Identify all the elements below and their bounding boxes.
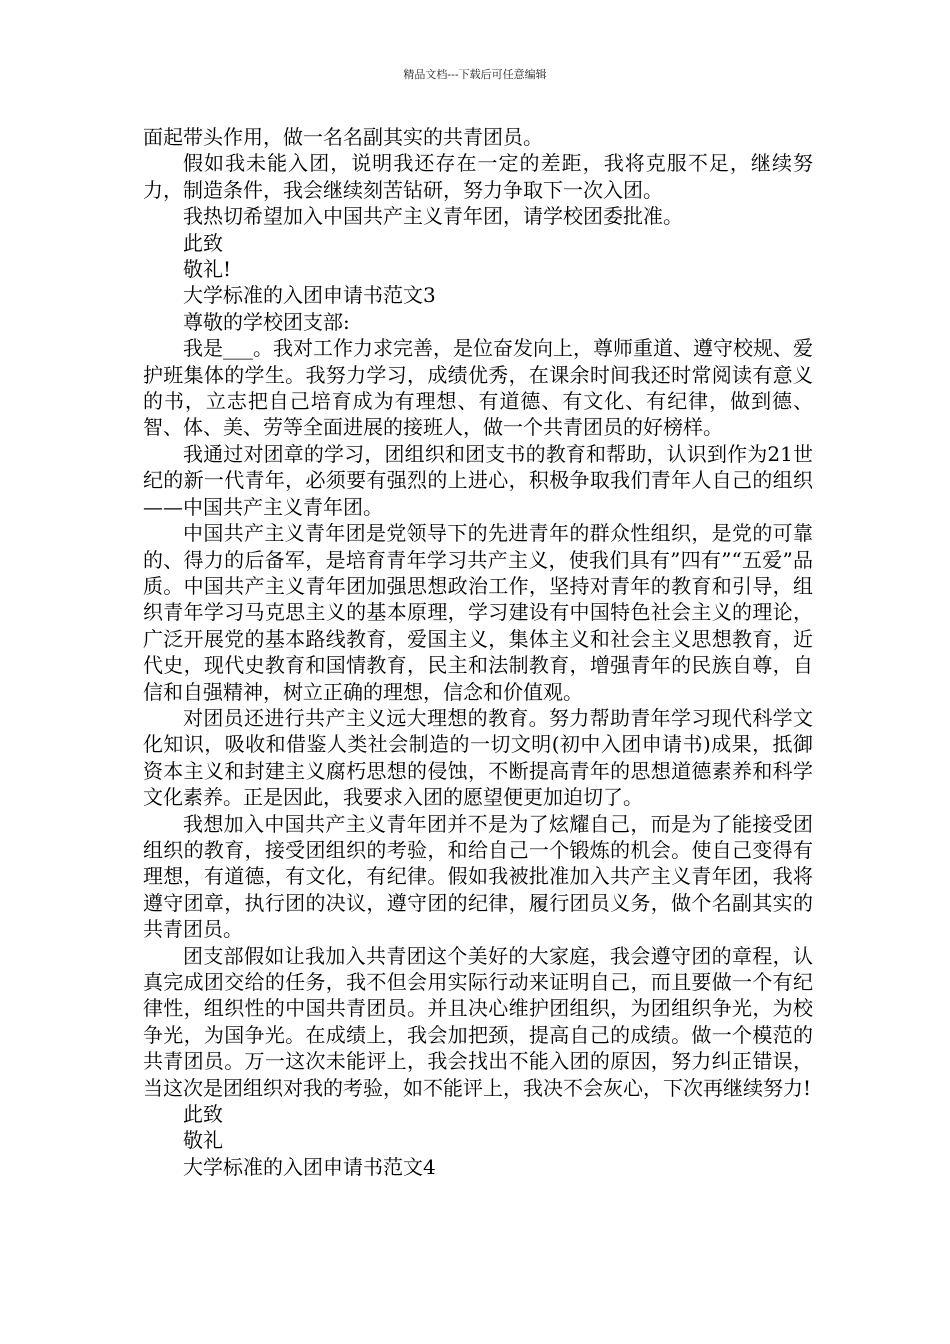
- page-header: 精品文档---下载后可任意编辑: [403, 68, 547, 81]
- paragraph: 敬礼!: [183, 257, 232, 282]
- paragraph: 大学标准的入团申请书范文4: [183, 1154, 436, 1179]
- paragraph: 面起带头作用，做一名名副其实的共青团员。: [143, 125, 543, 149]
- paragraph: 团支部假如让我加入共青团这个美好的大家庭，我会遵守团的章程，认真完成团交给的任务，我不但会用实际行动来证明自己，而且要做一个有纪律性，组织性的中国共青团员。并且决心维护团组织，为团组织争光，为校争光，为国争光。在成绩上，我会加把颈，提高自己的成绩。做一个模范的共青团员。万一这次未能评上，我会找出不能入团的原因，努力纠正错误，当这次是团组织对我的考验，如不能评上，我决不会灰心，下次再继续努力!: [143, 943, 813, 1100]
- paragraph: 此致: [183, 230, 223, 255]
- paragraph: 中国共产主义青年团是党领导下的先进青年的群众性组织，是党的可靠的、得力的后备军，是培育青年学习共产主义，使我们具有”四有”“五爱”品质。中国共产主义青年团加强思想政治工作，坚持对青年的教育和引导，组织青年学习马克思主义的基本原理，学习建设有中国特色社会主义的理论，广泛开展党的基本路线教育，爱国主义，集体主义和社会主义思想教育，近代史，现代史教育和国情教育，民主和法制教育，增强青年的民族自尊，自信和自强精神，树立正确的理想，信念和价值观。: [143, 521, 813, 704]
- paragraph: 我通过对团章的学习，团组织和团支书的教育和帮助，认识到作为21世纪的新一代青年，必须要有强烈的上进心，积极争取我们青年人自己的组织——中国共产主义青年团。: [143, 441, 813, 519]
- paragraph: 我热切希望加入中国共产主义青年团，请学校团委批准。: [183, 204, 683, 229]
- paragraph: 对团员还进行共产主义远大理想的教育。努力帮助青年学习现代科学文化知识，吸收和借鉴人类社会制造的一切文明(初中入团申请书)成果，抵御资本主义和封建主义腐朽思想的侵蚀，不断提高青年的思想道德素养和科学文化素养。正是因此，我要求入团的愿望便更加迫切了。: [143, 705, 813, 810]
- paragraph: 假如我未能入团，说明我还存在一定的差距，我将克服不足，继续努力，制造条件，我会继续刻苦钻研，努力争取下一次入团。: [143, 151, 813, 202]
- document-body: [143, 124, 813, 1180]
- paragraph: 大学标准的入团申请书范文3: [183, 283, 436, 308]
- paragraph: 敬礼: [183, 1128, 223, 1153]
- paragraph: 我是___。我对工作力求完善，是位奋发向上，尊师重道、遵守校规、爱护班集体的学生。我努力学习，成绩优秀，在课余时间我还时常阅读有意义的书，立志把自己培育成为有理想、有道德、有文化、有纪律，做到德、智、体、美、劳等全面进展的接班人，做一个共青团员的好榜样。: [143, 336, 813, 440]
- paragraph: 此致: [183, 1102, 223, 1127]
- paragraph: 我想加入中国共产主义青年团并不是为了炫耀自己，而是为了能接受团组织的教育，接受团组织的考验，和给自己一个锻炼的机会。使自己变得有理想，有道德，有文化，有纪律。假如我被批准加入共产主义青年团，我将遵守团章，执行团的决议，遵守团的纪律，履行团员义务，做个名副其实的共青团员。: [143, 811, 813, 942]
- paragraph: 尊敬的学校团支部:: [183, 309, 350, 334]
